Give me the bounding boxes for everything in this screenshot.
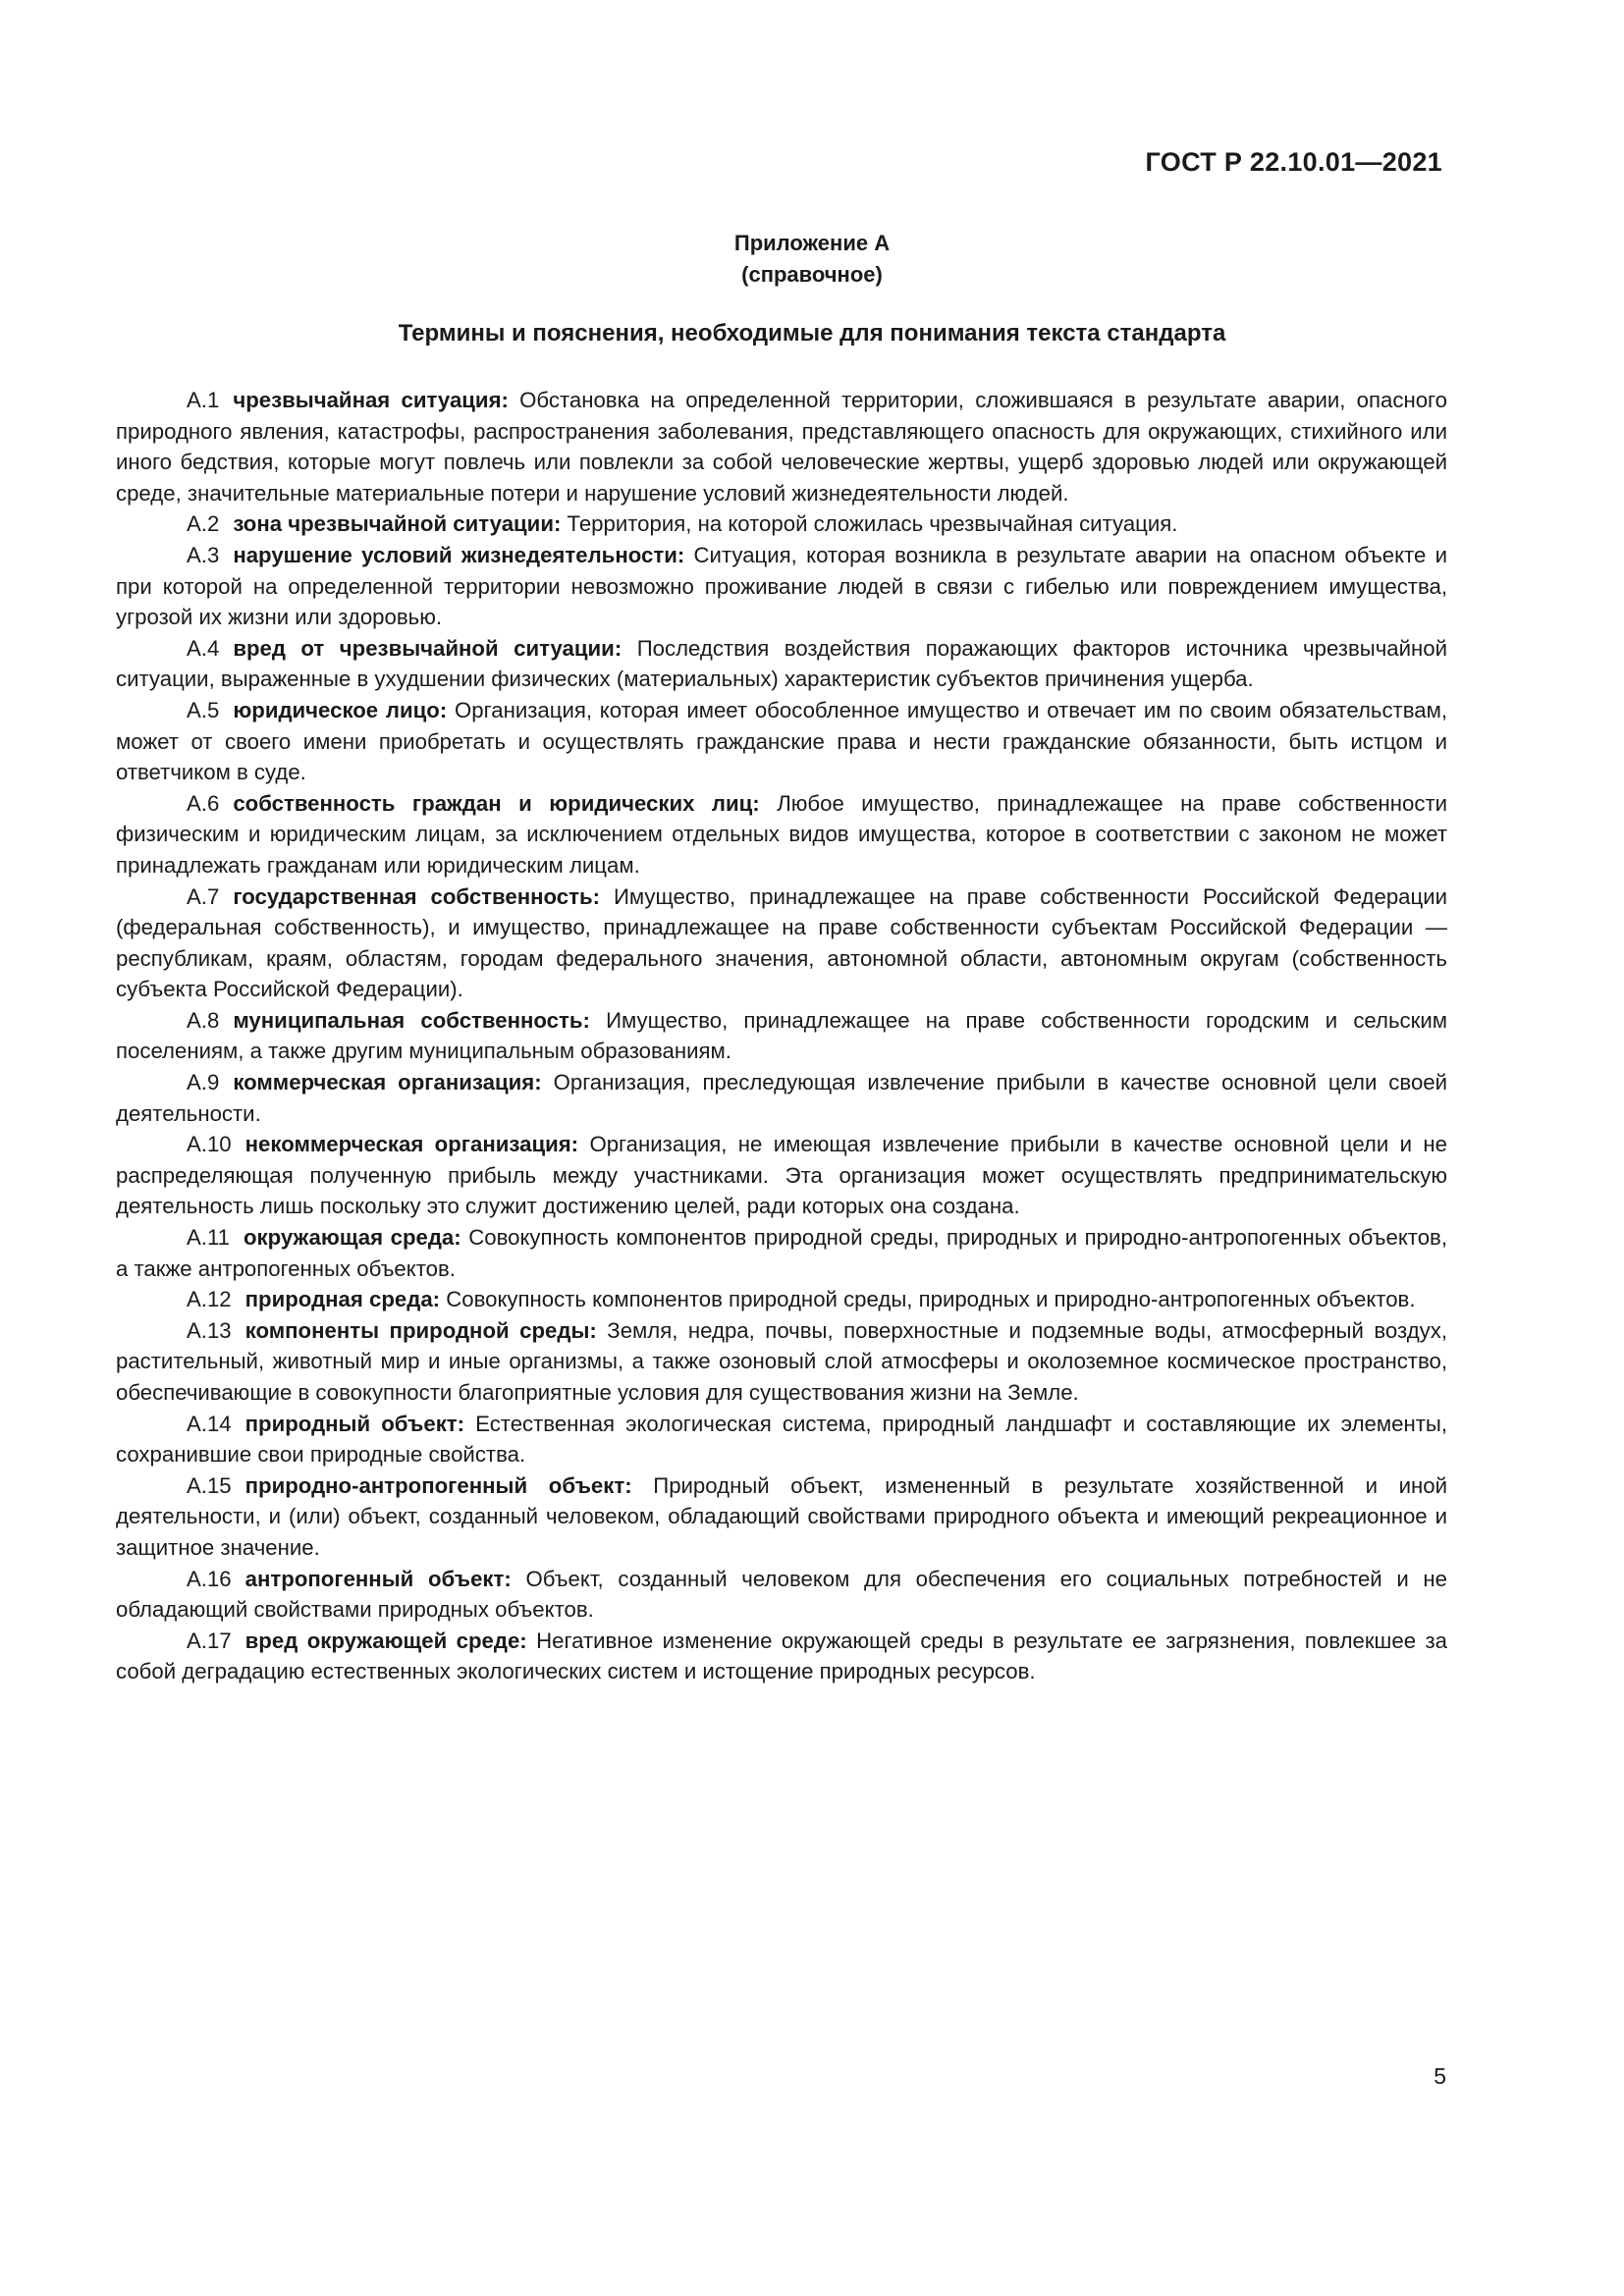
- term-name: юридическое лицо:: [233, 697, 448, 722]
- term-name: некоммерческая организация:: [244, 1132, 579, 1157]
- term-entry: [116, 1129, 1447, 1222]
- term-entry: [116, 1564, 1447, 1626]
- term-number: А.14: [187, 1411, 232, 1436]
- term-entry: [116, 788, 1447, 881]
- term-entry: [116, 1315, 1447, 1409]
- term-definition: Совокупность компонентов природной среды, природных и природно-антропогенных объектов.: [446, 1287, 1416, 1312]
- term-name: компоненты природной среды:: [244, 1317, 597, 1343]
- term-entry: [116, 695, 1447, 788]
- term-name: вред окружающей среде:: [244, 1628, 527, 1653]
- term-name: вред от чрезвычайной ситуации:: [233, 635, 623, 661]
- term-definition: Организация, преследующая извлечение прибыли в качестве основной цели своей деятельности.: [116, 1070, 1448, 1126]
- term-entry: [116, 1005, 1447, 1067]
- term-entry: [116, 540, 1447, 633]
- term-number: А.15: [187, 1472, 232, 1498]
- term-definition: Имущество, принадлежащее на праве собственности Российской Федерации (федеральная собственность), и имущество, принадлежащее на праве собственности субъектам Российской Федерации — республикам, краям, областям, городам федерального значения, автономной области, автономным округам (собственность субъекта Российской Федерации).: [116, 883, 1448, 1002]
- term-definition: Любое имущество, принадлежащее на праве собственности физическим и юридическим лицам, за исключением отдельных видов имущества, которое в соответствии с законом не может принадлежать гражданам или юридическим лицам.: [116, 790, 1448, 878]
- term-number: А.17: [187, 1628, 232, 1653]
- term-name: государственная собственность:: [233, 883, 601, 909]
- term-definition: Организация, которая имеет обособленное имущество и отвечает им по своим обязательствам, может от своего имени приобретать и осуществлять гражданские права и нести гражданские обязанности, быть истцом и ответчиком в суде.: [116, 697, 1447, 785]
- term-number: А.10: [187, 1132, 232, 1157]
- term-definition: Ситуация, которая возникла в результате аварии на опасном объекте и при которой на определенной территории невозможно проживание людей в связи с гибелью или повреждением имущества, угрозой их жизни или здоровью.: [116, 542, 1447, 630]
- term-name: окружающая среда:: [244, 1225, 461, 1251]
- term-number: А.7: [187, 883, 220, 909]
- term-number: А.16: [187, 1566, 232, 1591]
- term-entry: [116, 1284, 1447, 1315]
- term-number: А.5: [187, 697, 220, 722]
- term-number: А.2: [187, 511, 220, 537]
- term-entry: [116, 385, 1447, 508]
- term-entry: [116, 1409, 1447, 1470]
- term-name: антропогенный объект:: [244, 1566, 512, 1591]
- term-name: природный объект:: [244, 1411, 465, 1436]
- term-entry: [116, 881, 1447, 1005]
- term-name: муниципальная собственность:: [233, 1007, 590, 1033]
- section-title: Термины и пояснения, необходимые для понимания текста стандарта: [398, 320, 1226, 347]
- term-definition: Последствия воздействия поражающих факторов источника чрезвычайной ситуации, выраженные в ухудшении физических (материальных) характеристик субъектов причинения ущерба.: [116, 635, 1447, 692]
- term-definition: Природный объект, измененный в результате хозяйственной и иной деятельности, и (или) объект, созданный человеком, обладающий свойствами природного объекта и имеющий рекреационное и защитное значение.: [116, 1472, 1447, 1560]
- term-name: собственность граждан и юридических лиц:: [233, 790, 760, 816]
- term-number: А.3: [187, 542, 220, 567]
- annex-subtitle: (справочное): [741, 262, 883, 287]
- term-definition: Земля, недра, почвы, поверхностные и подземные воды, атмосферный воздух, растительный, животный мир и иные организмы, а также озоновый слой атмосферы и околоземное космическое пространство, обеспечивающие в совокупности благоприятные условия для существования жизни на Земле.: [116, 1317, 1447, 1405]
- term-number: А.12: [187, 1287, 232, 1312]
- term-definition: Объект, созданный человеком для обеспечения его социальных потребностей и не обладающий свойствами природных объектов.: [116, 1566, 1447, 1623]
- term-number: А.4: [187, 635, 220, 661]
- term-name: коммерческая организация:: [233, 1070, 542, 1095]
- term-number: А.8: [187, 1007, 220, 1033]
- term-definition: Обстановка на определенной территории, сложившаяся в результате аварии, опасного природного явления, катастрофы, распространения заболевания, представляющего опасность для окружающих, стихийного или иного бедствия, которые могут повлечь или повлекли за собой человеческие жертвы, ущерб здоровью людей или окружающей среде, значительные материальные потери и нарушение условий жизнедеятельности людей.: [116, 388, 1447, 506]
- term-name: природная среда:: [244, 1287, 441, 1312]
- terms-list: [116, 385, 1447, 1687]
- term-entry: [116, 1222, 1447, 1284]
- term-definition: Естественная экологическая система, природный ландшафт и составляющие их элементы, сохранившие свои природные свойства.: [116, 1411, 1448, 1468]
- term-definition: Негативное изменение окружающей среды в результате ее загрязнения, повлекшее за собой деградацию естественных экологических систем и истощение природных ресурсов.: [116, 1628, 1447, 1684]
- term-definition: Организация, не имеющая извлечение прибыли в качестве основной цели и не распределяющая полученную прибыль между участниками. Эта организация может осуществлять предпринимательскую деятельность лишь поскольку это служит достижению целей, ради которых она создана.: [116, 1132, 1447, 1219]
- term-entry: [116, 1626, 1447, 1687]
- term-number: А.11: [187, 1225, 230, 1251]
- standard-code-header: ГОСТ Р 22.10.01—2021: [1145, 147, 1442, 177]
- term-name: природно-антропогенный объект:: [244, 1472, 632, 1498]
- term-number: А.6: [187, 790, 220, 816]
- term-definition: Имущество, принадлежащее на праве собственности городским и сельским поселениям, а также другим муниципальным образованиям.: [116, 1007, 1447, 1064]
- annex-heading: [0, 228, 1624, 291]
- term-entry: [116, 633, 1447, 695]
- term-number: А.13: [187, 1317, 232, 1343]
- term-definition: Территория, на которой сложилась чрезвычайная ситуация.: [567, 511, 1178, 537]
- term-name: нарушение условий жизнедеятельности:: [233, 542, 685, 567]
- term-definition: Совокупность компонентов природной среды, природных и природно-антропогенных объектов, а также антропогенных объектов.: [116, 1225, 1447, 1281]
- term-entry: [116, 508, 1447, 540]
- term-number: А.1: [187, 388, 220, 412]
- page-number: 5: [1434, 2063, 1446, 2089]
- term-number: А.9: [187, 1070, 220, 1095]
- term-entry: [116, 1067, 1447, 1129]
- term-name: чрезвычайная ситуация:: [233, 388, 509, 412]
- term-name: зона чрезвычайной ситуации:: [233, 511, 562, 537]
- annex-title: Приложение А: [733, 231, 891, 255]
- term-entry: [116, 1470, 1447, 1564]
